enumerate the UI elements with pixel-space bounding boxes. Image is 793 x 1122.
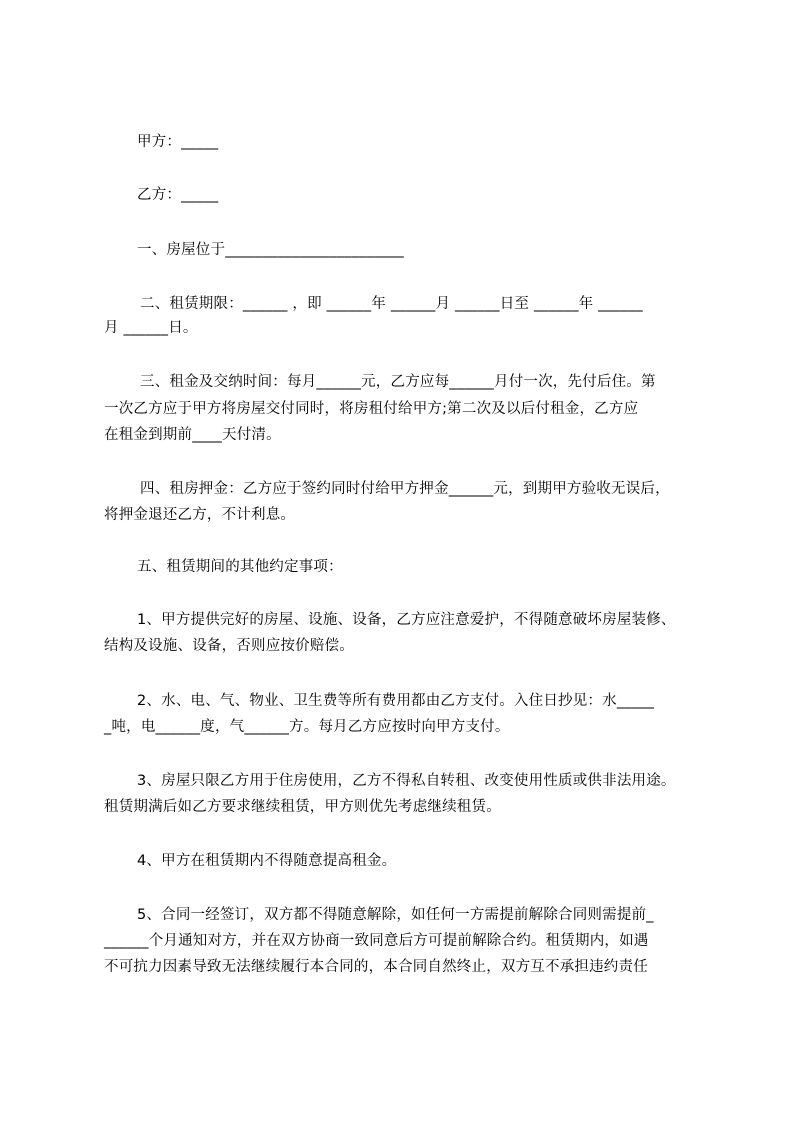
section-3-line-1: 三、租金及交纳时间：每月______元，乙方应每______月付一次，先付后住。第	[140, 374, 656, 390]
item-3-line-2: 租赁期满后如乙方要求继续租赁，甲方则优先考虑继续租赁。	[104, 799, 501, 815]
section-5-title: 五、租赁期间的其他约定事项：	[137, 559, 343, 575]
section-2-line-2: 月 ______日。	[104, 320, 198, 336]
item-2-line-1: 2、水、电、气、物业、卫生费等所有费用都由乙方支付。入住日抄见：水_____	[137, 693, 655, 709]
item-2-line-2: _吨，电______度，气______方。每月乙方应按时向甲方支付。	[104, 719, 510, 735]
item-1-line-1: 1、甲方提供完好的房屋、设施、设备，乙方应注意爱护，不得随意破坏房屋装修、	[137, 612, 676, 628]
section-1-house-location: 一、房屋位于________________________	[137, 242, 404, 258]
section-3-line-3: 在租金到期前____天付清。	[104, 427, 281, 443]
item-1-line-2: 结构及设施、设备，否则应按价赔偿。	[104, 638, 354, 654]
section-4-line-2: 将押金退还乙方，不计利息。	[104, 507, 296, 523]
item-5-line-1: 5、合同一经签订，双方都不得随意解除，如任何一方需提前解除合同则需提前_	[137, 907, 654, 923]
party-b-line: 乙方：_____	[137, 187, 219, 203]
item-3-line-1: 3、房屋只限乙方用于住房使用，乙方不得私自转租、改变使用性质或供非法用途。	[137, 773, 676, 789]
section-3-line-2: 一次乙方应于甲方将房屋交付同时，将房租付给甲方;第二次及以后付租金，乙方应	[104, 401, 639, 417]
item-4-line: 4、甲方在租赁期内不得随意提高租金。	[137, 853, 397, 869]
item-5-line-3: 不可抗力因素导致无法继续履行本合同的，本合同自然终止，双方互不承担违约责任	[104, 959, 648, 975]
section-4-line-1: 四、租房押金：乙方应于签约同时付给甲方押金______元，到期甲方验收无误后，	[140, 481, 670, 497]
section-2-line-1: 二、租赁期限：______ ，即 ______年 ______月 ______日至 ______年 ______	[140, 296, 643, 312]
party-a-line: 甲方：_____	[137, 134, 219, 150]
item-5-line-2: ______个月通知对方，并在双方协商一致同意后方可提前解除合约。租赁期内，如遇	[104, 933, 649, 949]
